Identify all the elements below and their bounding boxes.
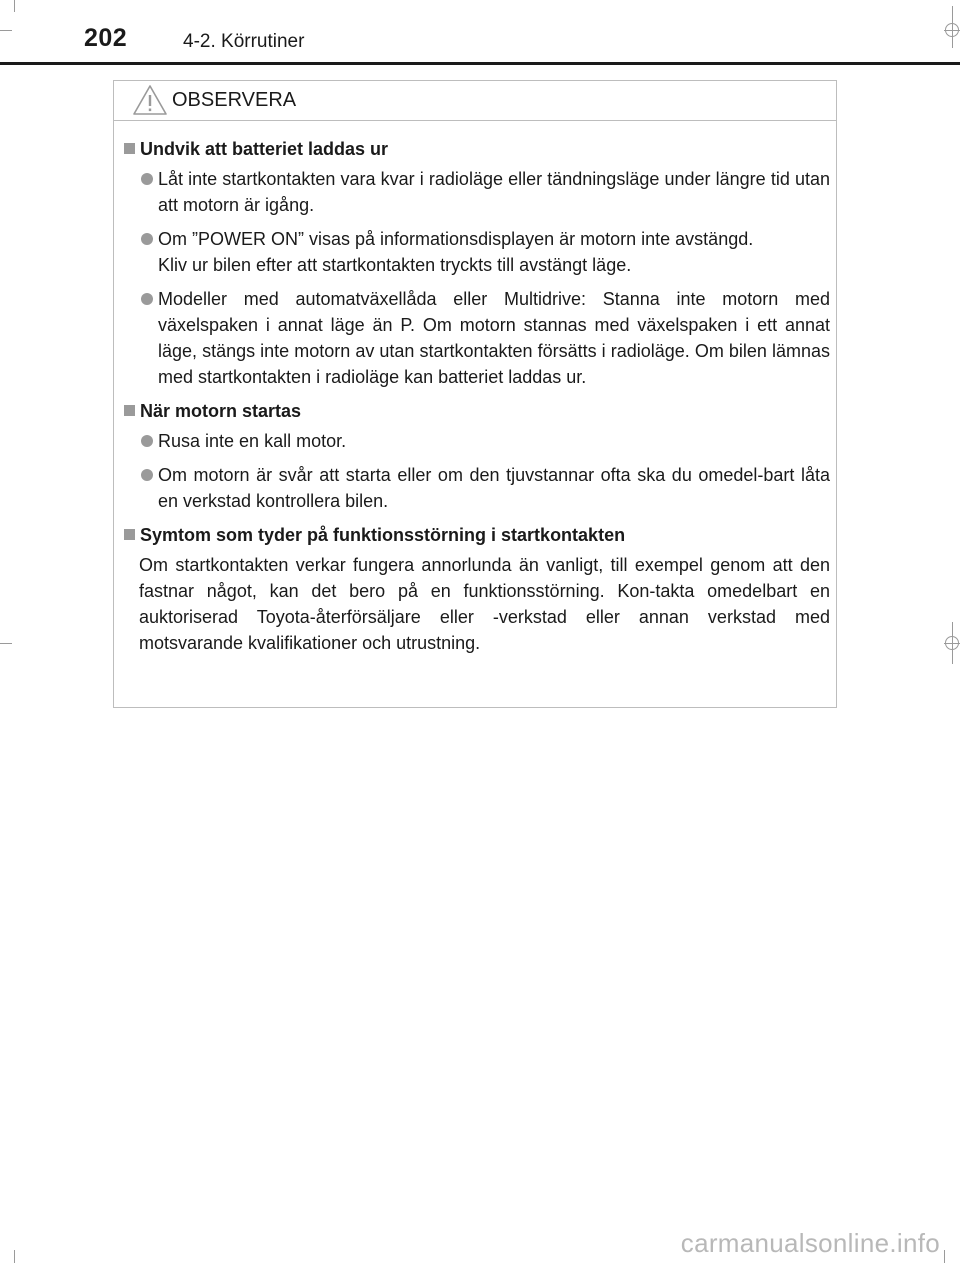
- caution-body: [124, 136, 830, 664]
- list-item-text: Modeller med automatväxellåda eller Multidrive: Stanna inte motorn med växelspaken i annat läge än P. Om motorn stannas med växelspaken i ett annat läge, stängs inte motorn av utan startkontakten försätts i radioläge. Om bilen lämnas med startkontakten i radioläge kan batteriet laddas ur.: [158, 289, 830, 387]
- square-bullet-icon: [124, 405, 135, 416]
- list-item: [124, 286, 830, 390]
- caution-box: [113, 80, 837, 708]
- list-item: [124, 226, 830, 278]
- circle-bullet-icon: [141, 469, 153, 481]
- list-item-text: Om motorn är svår att starta eller om den tjuvstannar ofta ska du omedel-bart låta en verkstad kontrollera bilen.: [158, 465, 830, 511]
- list-item: [124, 428, 830, 454]
- section-heading-text: Undvik att batteriet laddas ur: [140, 139, 389, 159]
- list-item-text: Låt inte startkontakten vara kvar i radioläge eller tändningsläge under längre tid utan att motorn är igång.: [158, 169, 830, 215]
- page-number: 202: [84, 24, 128, 52]
- list-item-text: Kliv ur bilen efter att startkontakten tryckts till avstängt läge.: [158, 255, 632, 275]
- section-heading: [124, 522, 830, 548]
- square-bullet-icon: [124, 143, 135, 154]
- header-rule: [0, 62, 960, 65]
- list-item: [124, 166, 830, 218]
- caution-header: [114, 81, 836, 121]
- registration-mark: [945, 636, 959, 650]
- warning-triangle-icon: [132, 84, 168, 116]
- circle-bullet-icon: [141, 435, 153, 447]
- circle-bullet-icon: [141, 233, 153, 245]
- list-item-text: Om ”POWER ON” visas på informationsdisplayen är motorn inte avstängd.: [158, 229, 754, 249]
- section-heading: [124, 398, 830, 424]
- crop-mark: [14, 1250, 15, 1263]
- paragraph: Om startkontakten verkar fungera annorlunda än vanligt, till exempel genom att den fastnar något, kan det bero på en funktionsstörning. Kon-takta omedelbart en auktoriserad Toyota-återförsäljare eller -verkstad eller annan verkstad med motsvarande kvalifikationer och utrustning.: [139, 555, 830, 653]
- crop-mark: [944, 1250, 945, 1263]
- section-heading-text: När motorn startas: [140, 401, 302, 421]
- circle-bullet-icon: [141, 293, 153, 305]
- list-item: [124, 462, 830, 514]
- watermark: carmanualsonline.info: [680, 1228, 940, 1258]
- circle-bullet-icon: [141, 173, 153, 185]
- crop-mark: [0, 643, 12, 644]
- page-header: [0, 0, 960, 66]
- list-item-text: Rusa inte en kall motor.: [158, 431, 347, 451]
- section-heading: [124, 136, 830, 162]
- section-title: 4-2. Körrutiner: [183, 31, 305, 52]
- caution-label: OBSERVERA: [172, 89, 297, 111]
- square-bullet-icon: [124, 529, 135, 540]
- section-heading-text: Symtom som tyder på funktionsstörning i startkontakten: [140, 525, 626, 545]
